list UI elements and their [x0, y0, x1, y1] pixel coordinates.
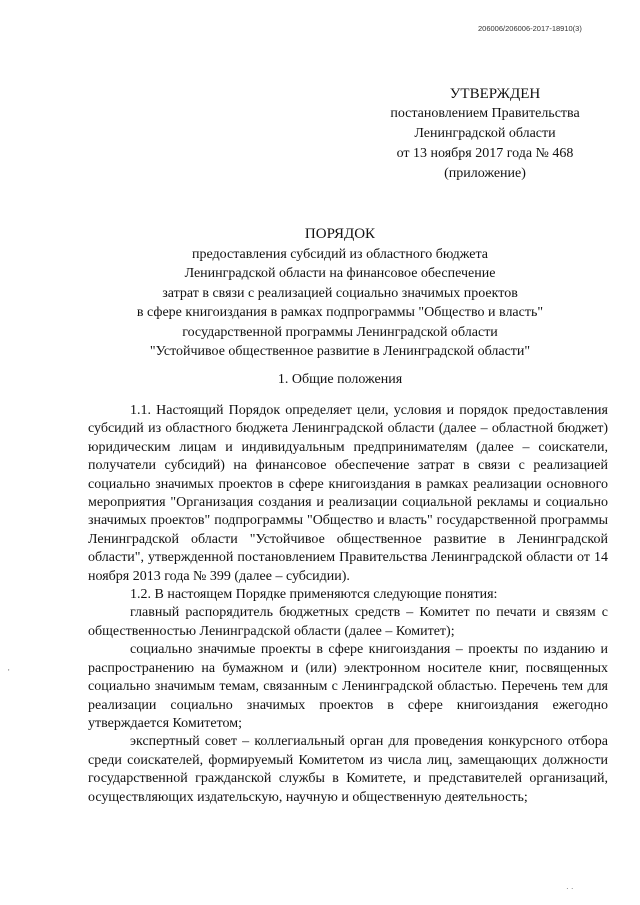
title-line: государственной программы Ленинградской области	[182, 324, 498, 340]
title-line: в сфере книгоиздания в рамках подпрограммы "Общество и власть"	[136, 305, 544, 320]
definition-paragraph: социально значимые проекты в сфере книгоиздания – проекты по изданию и распространению на бумажном и (или) электронном носителе книг, посвященных социально значимым темам, связанным с Ленинградской областью. Перечень тем для реализации социально значимых проектов в сфере книгоиздания ежегодно утверждается Комитетом;	[88, 642, 608, 731]
approval-line: от 13 ноября 2017 года № 468	[396, 146, 574, 161]
title-line: затрат в связи с реализацией социально значимых проектов	[162, 285, 518, 301]
definition-paragraph: главный распорядитель бюджетных средств – Комитет по печати и связям с общественностью Ленинградской области (далее – Комитет);	[88, 605, 608, 639]
approval-line: (приложение)	[444, 166, 526, 181]
document-id: 206006/206006-2017-18910(3)	[478, 24, 582, 33]
approval-stamp	[360, 84, 610, 184]
scan-mark: · ·	[566, 884, 574, 893]
title-line: Ленинградской области на финансовое обеспечение	[184, 266, 496, 281]
title-line: "Устойчивое общественное развитие в Ленинградской области"	[149, 344, 531, 359]
section-heading: 1. Общие положения	[277, 372, 403, 387]
title-line: предоставления субсидий из областного бюджета	[192, 246, 488, 262]
paragraph-1-2: 1.2. В настоящем Порядке применяются следующие понятия:	[130, 587, 498, 603]
paragraph-1-1: 1.1. Настоящий Порядок определяет цели, условия и порядок предоставления субсидий из областного бюджета Ленинградской области (далее – областной бюджет) юридическим лицам и индивидуальным предпринимателям (далее – соискатели, получатели субсидий) на финансовое обеспечение затрат в связи с реализацией социально значимых проектов в сфере книгоиздания в рамках реализации основного мероприятия "Организация создания и реализации социальной рекламы и социально значимых проектов" подпрограммы "Общество и власть" государственной программы Ленинградской области "Устойчивое общественное развитие в Ленинградской области", утвержденной постановлением Правительства Ленинградской области от 14 ноября 2013 года № 399 (далее – субсидии).	[88, 403, 608, 584]
section-body	[88, 402, 608, 807]
approval-title: УТВЕРЖДЕН	[449, 86, 541, 102]
document-title-block	[70, 225, 610, 362]
definition-paragraph: экспертный совет – коллегиальный орган для проведения конкурсного отбора среди соискателей, формируемый Комитетом из числа лиц, замещающих должности государственной гражданской службы в Комитете, и представителей организаций, осуществляющих издательскую, научную и общественную деятельность;	[88, 734, 608, 805]
scan-mark: '	[8, 668, 10, 677]
approval-line: Ленинградской области	[414, 126, 556, 141]
approval-line: постановлением Правительства	[390, 106, 580, 121]
document-title: ПОРЯДОК	[304, 226, 376, 242]
